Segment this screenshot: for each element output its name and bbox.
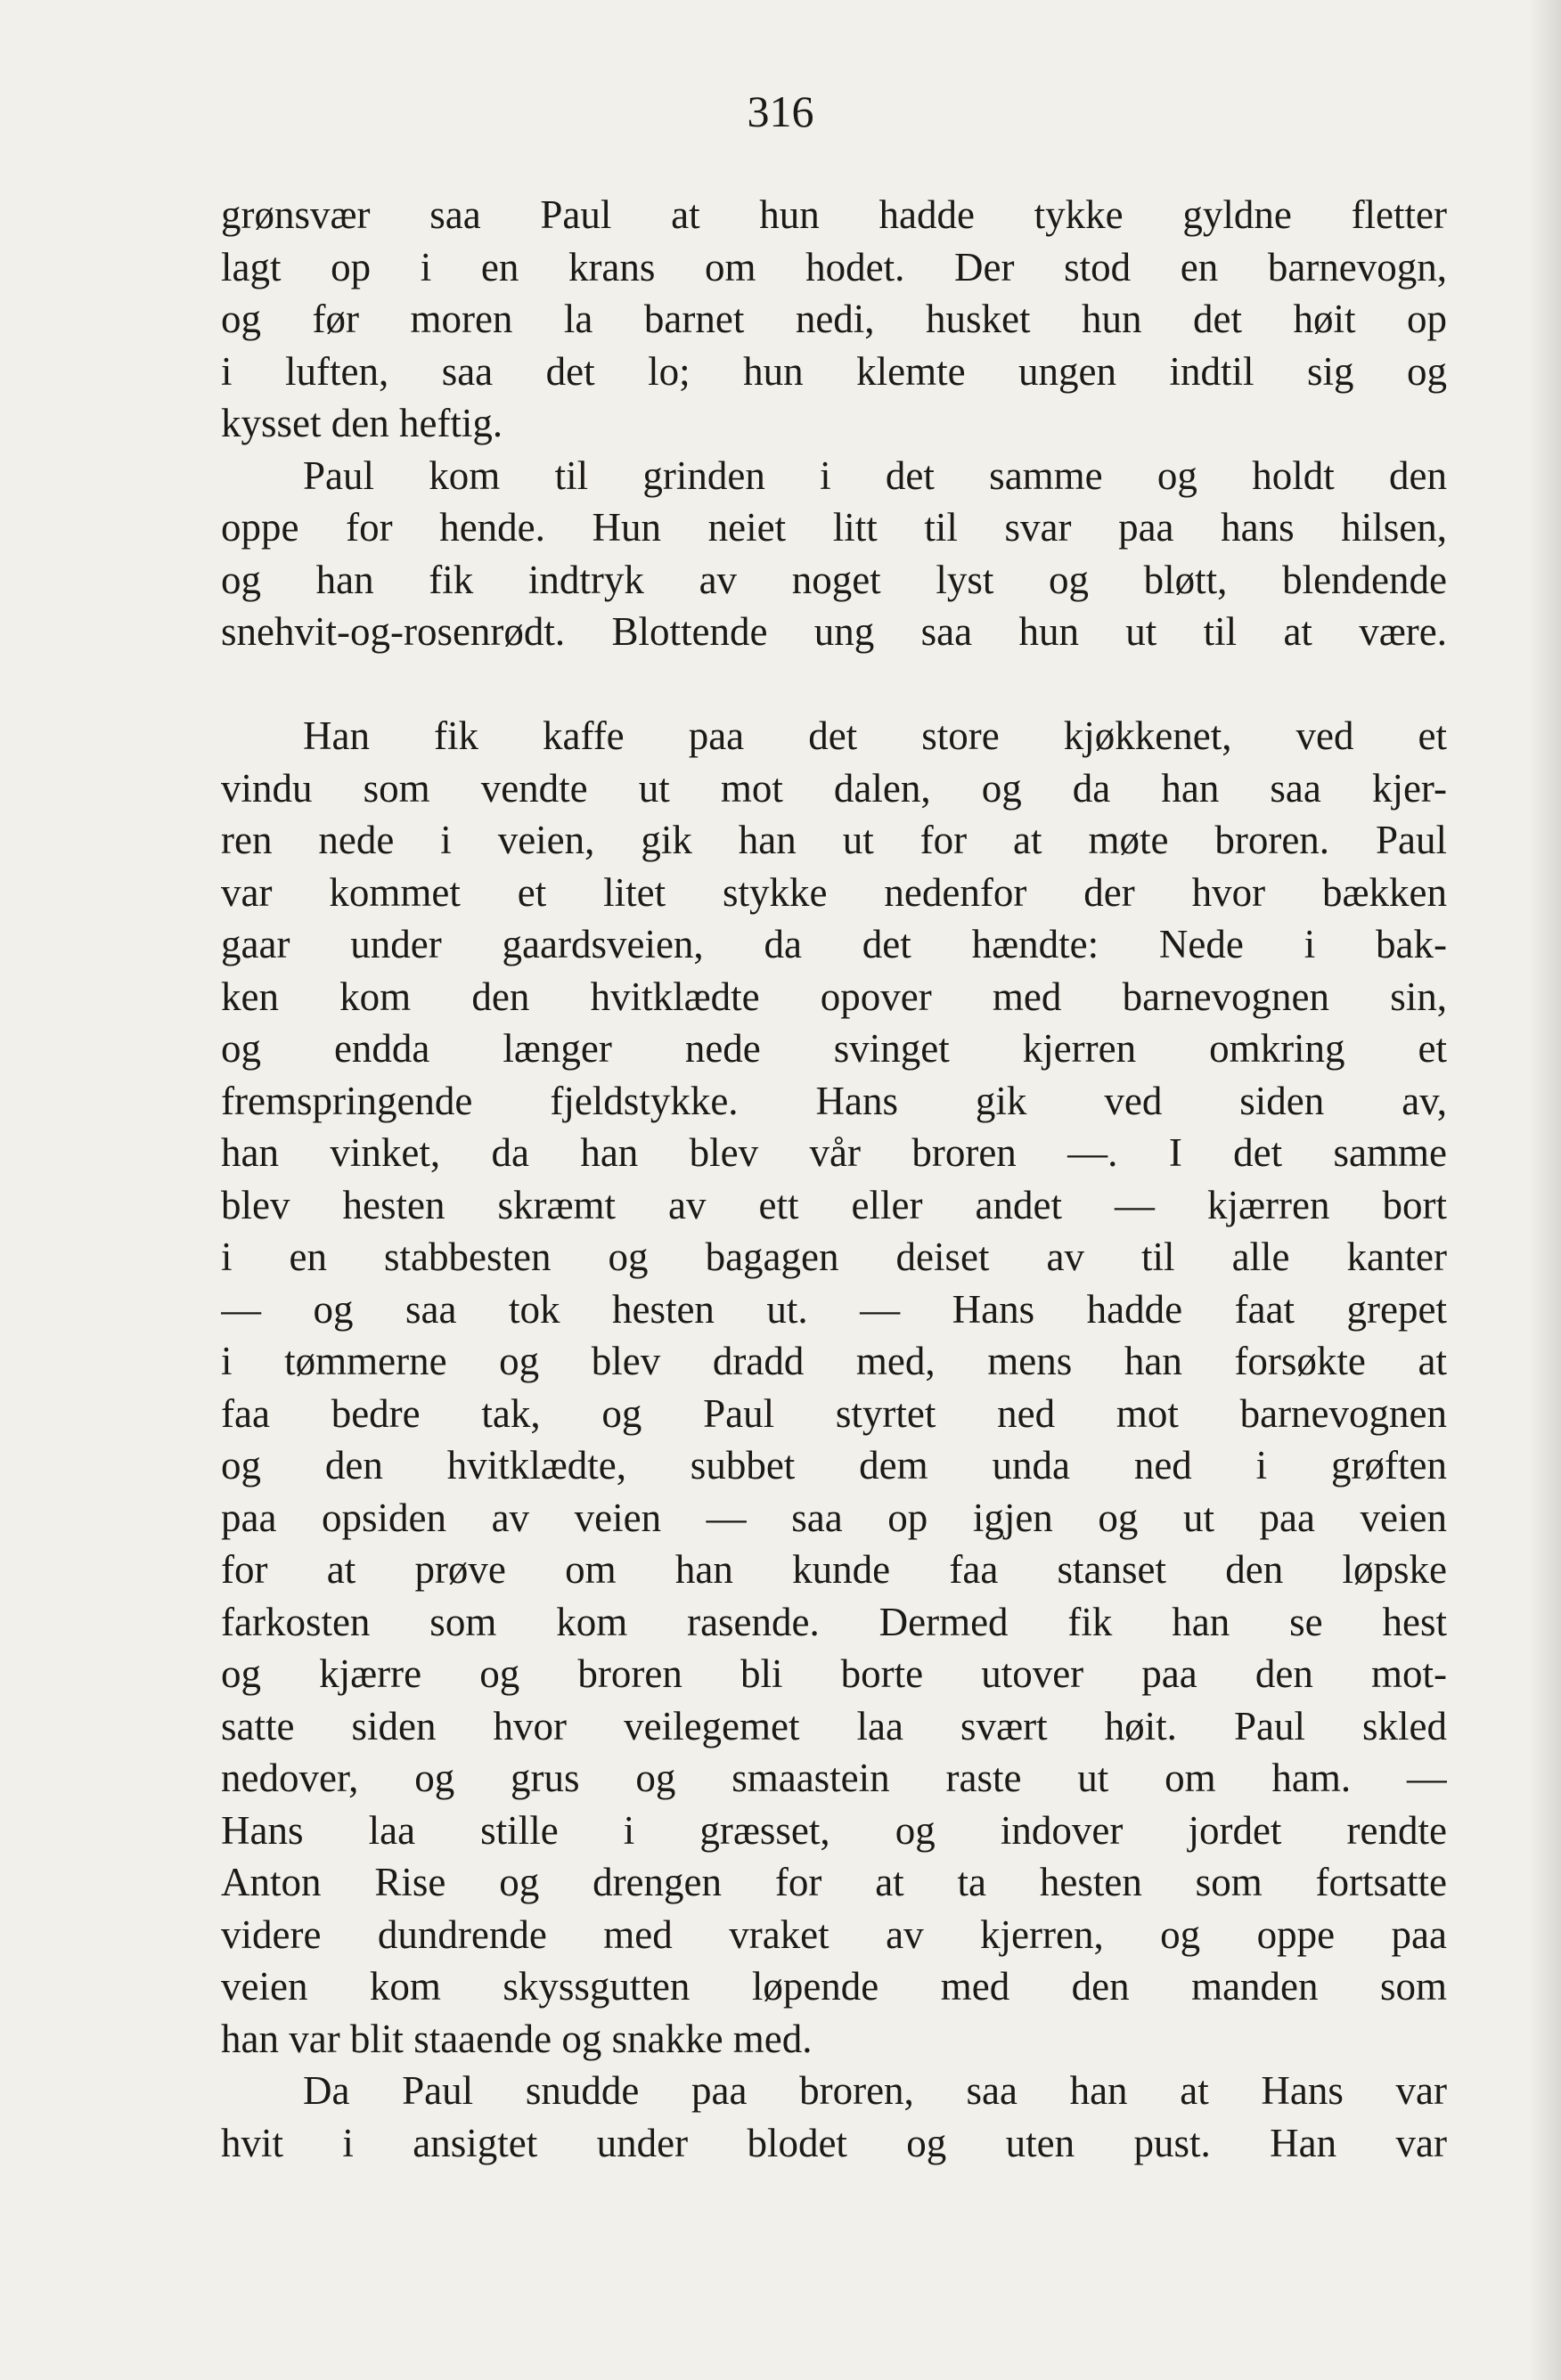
text-line: — og saa tok hesten ut. — Hans hadde faat grepet [221, 1286, 1447, 1332]
text-line: i tømmerne og blev dradd med, mens han forsøkte at [221, 1339, 1447, 1383]
text-line: Anton Rise og drengen for at ta hesten som fortsatte [221, 1860, 1447, 1904]
text-line: Da Paul snudde paa broren, saa han at Hans var [303, 2068, 1447, 2113]
text-line: han vinket, da han blev vår broren —. I det samme [221, 1130, 1447, 1175]
text-line: nedover, og grus og smaastein raste ut om ham. — [221, 1756, 1447, 1800]
text-line: videre dundrende med vraket av kjerren, og oppe paa [221, 1911, 1447, 1957]
text-line: fremspringende fjeldstykke. Hans gik ved siden av, [221, 1078, 1447, 1123]
text-line: kysset den heftig. [221, 401, 503, 445]
page-edge-shadow [1529, 0, 1561, 2380]
text-line: farkosten som kom rasende. Dermed fik han se hest [221, 1599, 1447, 1644]
text-line: for at prøve om han kunde faa stanset den løpske [221, 1547, 1447, 1592]
text-line: ken kom den hvitklædte opover med barnevognen sin, [221, 974, 1447, 1019]
paragraph-3 [221, 710, 1447, 2065]
text-line: og endda længer nede svinget kjerren omkring et [221, 1026, 1447, 1071]
text-line: lagt op i en krans om hodet. Der stod en barnevogn, [221, 244, 1447, 289]
text-line: veien kom skyssgutten løpende med den manden som [221, 1964, 1447, 2009]
text-line: i luften, saa det lo; hun klemte ungen indtil sig og [221, 348, 1447, 394]
paragraph-1 [221, 189, 1447, 450]
text-line: Paul kom til grinden i det samme og holdt den [303, 452, 1447, 498]
text-line: gaar under gaardsveien, da det hændte: Nede i bak- [221, 922, 1447, 966]
text-line: og kjærre og broren bli borte utover paa den mot- [221, 1651, 1447, 1696]
text-line: faa bedre tak, og Paul styrtet ned mot barnevognen [221, 1390, 1447, 1436]
text-line: ren nede i veien, gik han ut for at møte broren. Paul [221, 818, 1447, 862]
text-line: og han fik indtryk av noget lyst og bløtt, blendende [221, 557, 1447, 602]
text-line: Han fik kaffe paa det store kjøkkenet, ved et [303, 713, 1447, 758]
text-line: blev hesten skræmt av ett eller andet — kjærren bort [221, 1182, 1447, 1227]
text-line: i en stabbesten og bagagen deiset av til alle kanter [221, 1235, 1447, 1279]
text-line: Hans laa stille i græsset, og indover jordet rendte [221, 1807, 1447, 1853]
text-line: satte siden hvor veilegemet laa svært høit. Paul skled [221, 1703, 1447, 1748]
text-line: paa opsiden av veien — saa op igjen og ut paa veien [221, 1495, 1447, 1540]
text-line: var kommet et litet stykke nedenfor der hvor bækken [221, 869, 1447, 915]
text-line: vindu som vendte ut mot dalen, og da han saa kjer- [221, 765, 1447, 811]
section-break [221, 658, 1447, 711]
text-line: han var blit staaende og snakke med. [221, 2016, 813, 2061]
text-line: snehvit-og-rosenrødt. Blottende ung saa hun ut til at være. [221, 609, 1447, 654]
text-line: oppe for hende. Hun neiet litt til svar paa hans hilsen, [221, 505, 1447, 550]
page-number: 316 [747, 86, 814, 136]
body-text [221, 189, 1447, 2169]
text-line: og før moren la barnet nedi, husket hun det høit op [221, 297, 1447, 341]
text-line: og den hvitklædte, subbet dem unda ned i grøften [221, 1443, 1447, 1488]
paragraph-2 [221, 450, 1447, 658]
paragraph-4 [221, 2065, 1447, 2169]
text-line: hvit i ansigtet under blodet og uten pust. Han var [221, 2120, 1447, 2165]
text-line: grønsvær saa Paul at hun hadde tykke gyldne fletter [221, 192, 1447, 237]
